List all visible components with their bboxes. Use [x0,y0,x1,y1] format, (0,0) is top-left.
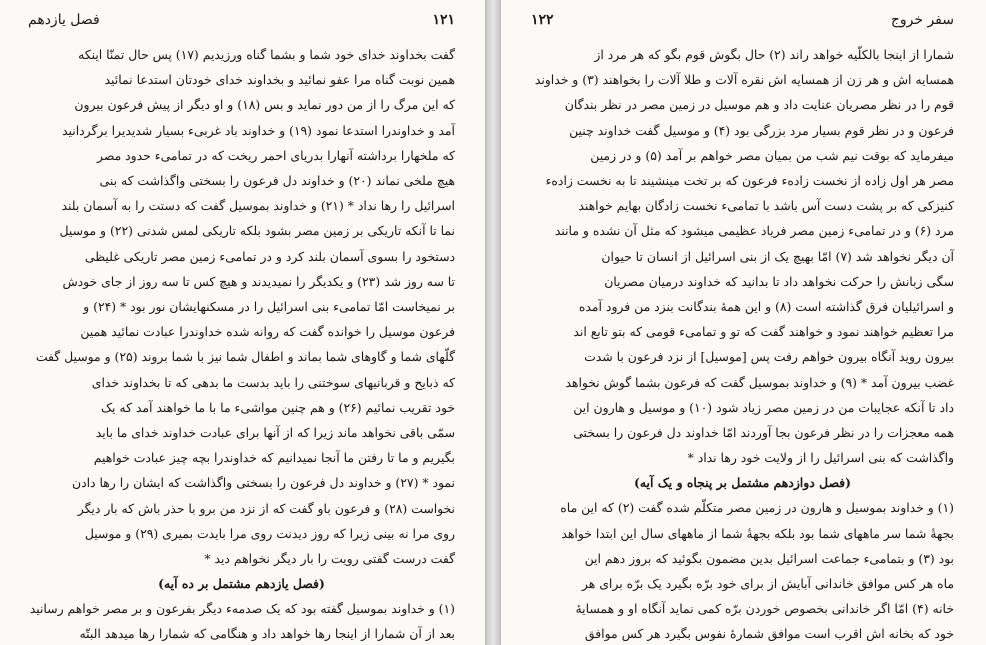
text-line: تا سه روز شد (۲۳) و یکدیگر را نمیدیدند و هیچ کس تا سه روز از جای خودش [62,273,455,289]
text-line: فرعون موسیل را خوانده گفت که روانه شده خداوندرا عبادت نمائید همین [80,324,455,340]
right-page-body [531,42,954,645]
left-page [0,0,486,645]
text-line: فرعون و در نظر قوم بسیار مرد بزرگی بود (۴) و موسیل گفت خداوند چنین [569,122,954,138]
page-number: ۱۲۲ [531,12,554,28]
text-line: بجهةٔ شما سر ماههای شما بود بلکه بجهةٔ شما از ماههای سال این ابتدا خواهد [561,525,954,541]
text-line: (۱) و خداوند بموسیل و هارون در زمین مصر متکلّم شده گفت (۲) که این ماه [560,500,954,516]
text-line: نخواست (۲۸) و فرعون باو گفت که از نزد من برو با حذر باش که بار دیگر [77,500,455,516]
text-line: ماه هر کس موافق خاندانی آبایش از برای خود برّه بگیرد یک برّه برای هر [581,576,954,592]
running-title: فصل یازدهم [28,12,100,28]
text-line: سمّی باقی نخواهد ماند زیرا که از آنها برای عبادت خداوند خدای ما باید [95,425,455,441]
text-line: قوم را در نظر مصریان عنایت داد و هم موسیل در زمین مصر در نظر بندگان [564,97,954,113]
text-line: مصر هر اول زاده از نخست زادهء فرعون که بر تخت مینشیند تا به نخست زادهء [545,173,954,189]
left-page-body [28,42,455,645]
page-number: ۱۲۱ [432,12,455,28]
text-line: شمارا از اینجا بالکلّیه خواهد راند (۲) حال بگوش قوم بگو که هر مرد از [594,47,954,62]
text-line: بعد از آن شمارا از اینجا رها خواهد داد و هنگامی که شمارا رها میدهد البتّه [79,626,455,642]
text-line: گفت درست گفتی رویت را بار دیگر نخواهم دید * [204,551,455,567]
left-page-header [28,12,455,36]
right-page [500,0,986,645]
book-gutter [486,0,500,645]
text-line: نمود * (۲۷) و خداوند دل فرعون را بسختی واگذاشت که ایشان را رها دادن [71,475,455,491]
text-line: روی مرا نه بینی زیرا که روز دیدنت روی مرا بایدت بمیری (۲۹) و موسیل [84,525,455,541]
text-line: هیچ ملخی نماند (۲۰) و خداوند دل فرعون را بسختی واگذاشت که بنی [99,173,455,189]
section-heading: (فصل یازدهم مشتمل بر ده آیه) [158,576,325,592]
text-line: میفرماید که بوقت نیم شب من بمیان مصر خواهم بر آمد (۵) و در زمین [590,147,954,163]
text-line: (۱) و خداوند بموسیل گفته بود که یک صدمهء دیگر بفرعون و بر مصر خواهم رسانید [29,601,455,617]
text-line: که ذبایح و قربانیهای سوختنی را باید بدست ما بدهی که تا بخداوند خدای [91,374,455,390]
text-line: نما تا آنکه تاریکی بر زمین مصر بشود بلکه تاریکی لمس شدنی (۲۲) و موسیل [59,223,455,239]
text-line: همه معجزات را در نظر فرعون بجا آوردند امّا خداوند دل فرعون را بسختی [573,425,954,441]
text-line: بر نمیخاست امّا تمامیء بنی اسرائیل را در مسکنهایشان نور بود * (۲۴) و [83,299,455,315]
text-line: همین نوبت گناه مرا عفو نمائید و بخداوند خدای خودتان استدعا نمائید [104,72,455,88]
text-line: خانه (۴) امّا اگر خاندانی بخصوص خوردن برّه کمی نماید آنگاه او و همسایهٔ [575,601,954,617]
text-line: اسرائیل را رها نداد * (۲۱) و خداوند بموسیل گفت که دستت را به آسمان بلند [61,198,455,214]
text-line: مرد (۶) و در تمامیء زمین مصر فریاد عظیمی میشود که مثل آن نشده و مانند [554,223,954,239]
text-line: خود تقریب نمائیم (۲۶) و هم چنین مواشیء ما با ما خواهند آمد که یک [100,399,455,415]
running-title: سفر خروج [890,12,954,28]
text-line: که ملخهارا برداشته آنهارا بدریای احمر ریخت که در تمامیء حدود مصر [97,147,455,163]
text-line: داد تا آنکه عجایبات من در زمین مصر زیاد شود (۱۰) و موسیل و هارون این [573,399,954,415]
text-line: و اسرائیلیان فرق گذاشته است (۸) و این همهٔ بندگانت بنزد من فرود آمده [578,299,954,315]
text-line: بود (۳) و بتمامیء جماعت اسرائیل بدین مضمون بگوئید که بروز دهم این [584,550,954,566]
right-page-header [531,12,954,36]
text-line: کنیزکی که بر پشت دست آس باشد با تمامیء نخست زادگان بهایم خواهند [578,198,954,214]
text-line: خود که بخانه اش اقرب است موافق شمارهٔ نفوس بگیرد هر کس موافق [584,626,954,642]
text-line: بیرون روید آنگاه بیرون خواهم رفت پس [موسیل] از نزد فرعون با شدت [584,349,954,365]
text-line: مرا تعظیم خواهند نمود و خواهند گفت که تو و تمامیء قومی که بتو تابع اند [573,324,954,340]
section-heading: (فصل دوازدهم مشتمل بر پنجاه و یک آیه) [634,475,851,491]
text-line: آمد و خداوندرا استدعا نمود (۱۹) و خداوند باد غربیء بسیار شدیدیرا برگردانید [62,122,455,138]
text-line: گلّهای شما و گاوهای شما بماند و اطفال شما نیز با شما بروند (۲۵) و موسیل گفت [35,349,455,365]
text-line: گفت بخداوند خدای خود شما و بشما گناه ورزیدیم (۱۷) پس حال تمنّا اینکه [78,47,455,62]
text-line: همسایه اش و هر زن از همسایه اش نقره آلات و طلا آلات را بخواهند (۳) و خداوند [534,72,954,88]
text-line: که این مرگ را از من دور نماید و بس (۱۸) و او دیگر از پیش فرعون بیرون [74,97,455,113]
text-line: سگی زبانش را حرکت نخواهد داد تا بدانید که خداوند درمیان مصریان [604,273,954,289]
text-line: دستخود را بسوی آسمان بلند کرد و در تمامیء زمین مصر تاریکی غلیظی [84,248,455,264]
text-line: غضب بیرون آمد * (۹) و خداوند بموسیل گفت که فرعون بشما گوش نخواهد [565,374,954,390]
text-line: بگیریم و ما تا رفتن ما آنجا نمیدانیم که خداوندرا بچه چیز عبادت خواهیم [93,450,455,466]
text-line: واگذاشت که بنی اسرائیل را از ولایت خود رها نداد * [687,450,954,466]
text-line: آن دیگر نخواهد شد (۷) امّا بهیچ یک از بنی اسرائیل از انسان تا حیوان [601,248,954,264]
